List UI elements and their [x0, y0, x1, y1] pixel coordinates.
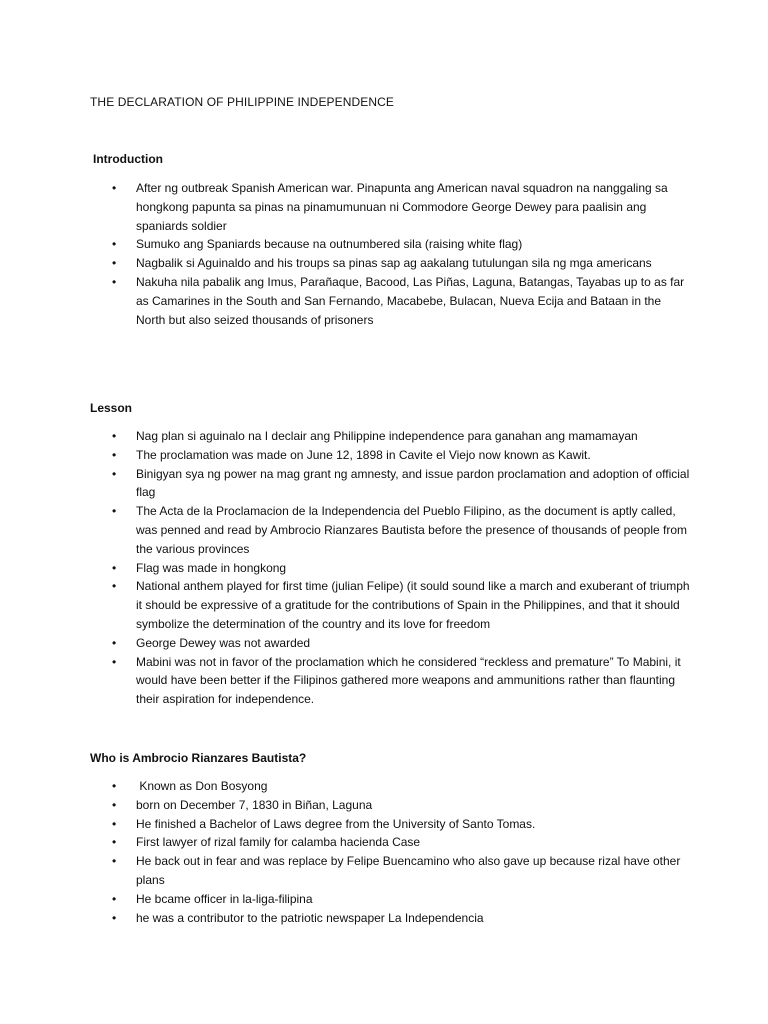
bullet-list-lesson	[90, 427, 690, 709]
list-item-text: Known as Don Bosyong	[136, 779, 268, 793]
list-item-text: After ng outbreak Spanish American war. Pinapunta ang American naval squadron na nanggaling sa hongkong papunta sa pinas na pinamumunuan ni Commodore George Dewey para paalisin ang spaniards soldier	[136, 181, 668, 233]
list-item	[90, 815, 690, 834]
list-item-text: Nagbalik si Aguinaldo and his troups sa pinas sap ag aakalang tutulungan sila ng mga americans	[136, 256, 652, 271]
list-item	[90, 634, 690, 653]
list-item-text: The proclamation was made on June 12, 1898 in Cavite el Viejo now known as Kawit.	[136, 447, 591, 462]
section-introduction	[90, 150, 690, 329]
list-item-text: Mabini was not in favor of the proclamation which he considered “reckless and premature” To Mabini, it would have been better if the Filipinos gathered more weapons and ammunitions rather than flaunting their aspiration for independence.	[136, 654, 681, 707]
bullet-icon: •	[112, 560, 117, 575]
list-item	[90, 852, 690, 890]
bullet-icon: •	[112, 466, 117, 481]
list-item-text: He back out in fear and was replace by Felipe Buencamino who also gave up because rizal have other plans	[136, 854, 681, 887]
section-heading-introduction: Introduction	[93, 152, 163, 166]
bullet-icon: •	[112, 779, 117, 793]
list-item-text: George Dewey was not awarded	[136, 635, 311, 650]
list-item	[90, 559, 690, 578]
bullet-icon: •	[112, 256, 117, 271]
bullet-list-who-is-bautista	[90, 777, 690, 927]
list-item-text: The Acta de la Proclamacion de la Independencia del Pueblo Filipino, as the document is aptly called, was penned and read by Ambrocio Rianzares Bautista before the presence of thousands of people from the various provinces	[136, 504, 688, 556]
bullet-icon: •	[112, 429, 117, 443]
list-item-text: He bcame officer in la-liga-filipina	[136, 891, 313, 906]
bullet-icon: •	[112, 447, 117, 462]
bullet-icon: •	[112, 910, 117, 925]
bullet-icon: •	[112, 816, 117, 831]
list-item	[90, 179, 690, 235]
list-item	[90, 909, 690, 928]
list-item-text: Binigyan sya ng power na mag grant ng amnesty, and issue pardon proclamation and adoption of official flag	[136, 466, 690, 500]
list-item	[90, 273, 690, 329]
list-item	[90, 427, 690, 446]
list-item	[90, 890, 690, 909]
bullet-icon: •	[112, 274, 117, 289]
list-item-text: First lawyer of rizal family for calamba hacienda Case	[136, 835, 421, 850]
section-who-is-bautista	[90, 749, 690, 927]
list-item-text: he was a contributor to the patriotic newspaper La Independencia	[136, 910, 484, 925]
section-lesson	[90, 399, 690, 709]
section-heading-who-is-bautista: Who is Ambrocio Rianzares Bautista?	[90, 751, 307, 765]
list-item	[90, 254, 690, 273]
list-item	[90, 653, 690, 709]
bullet-icon: •	[112, 891, 117, 906]
document-title: THE DECLARATION OF PHILIPPINE INDEPENDENCE	[90, 95, 395, 109]
bullet-list-introduction	[90, 179, 690, 329]
bullet-icon: •	[112, 504, 117, 519]
bullet-icon: •	[112, 237, 117, 252]
list-item-text: Flag was made in hongkong	[136, 560, 287, 575]
bullet-icon: •	[112, 654, 117, 669]
list-item-text: Nag plan si aguinalo na I declair ang Philippine independence para ganahan ang mamamayan	[136, 429, 638, 443]
list-item	[90, 235, 690, 254]
list-item-text: Nakuha nila pabalik ang Imus, Parañaque, Bacood, Las Piñas, Laguna, Batangas, Tayabas up to as far as Camarines in the South and San Fernando, Macabebe, Bulacan, Nueva Ecija and Bataan in the North but also seized thousands of prisoners	[136, 274, 685, 327]
bullet-icon: •	[112, 797, 117, 812]
bullet-icon: •	[112, 835, 117, 850]
section-heading-lesson: Lesson	[90, 401, 133, 415]
bullet-icon: •	[112, 854, 117, 869]
bullet-icon: •	[112, 635, 117, 650]
bullet-icon: •	[112, 579, 117, 594]
list-item	[90, 465, 690, 503]
list-item-text: Sumuko ang Spaniards because na outnumbered sila (raising white flag)	[136, 237, 523, 252]
list-item	[90, 777, 690, 796]
list-item	[90, 446, 690, 465]
bullet-icon: •	[112, 181, 117, 195]
list-item	[90, 502, 690, 558]
list-item-text: born on December 7, 1830 in Biñan, Laguna	[136, 797, 373, 812]
list-item	[90, 577, 690, 633]
list-item-text: National anthem played for first time (julian Felipe) (it sould sound like a march and exuberant of triumph it should be expressive of a gratitude for the contributions of Spain in the Philippines, and that it should symbolize the determination of the country and its love for freedom	[136, 579, 690, 631]
list-item	[90, 796, 690, 815]
list-item	[90, 833, 690, 852]
list-item-text: He finished a Bachelor of Laws degree from the University of Santo Tomas.	[136, 816, 536, 831]
